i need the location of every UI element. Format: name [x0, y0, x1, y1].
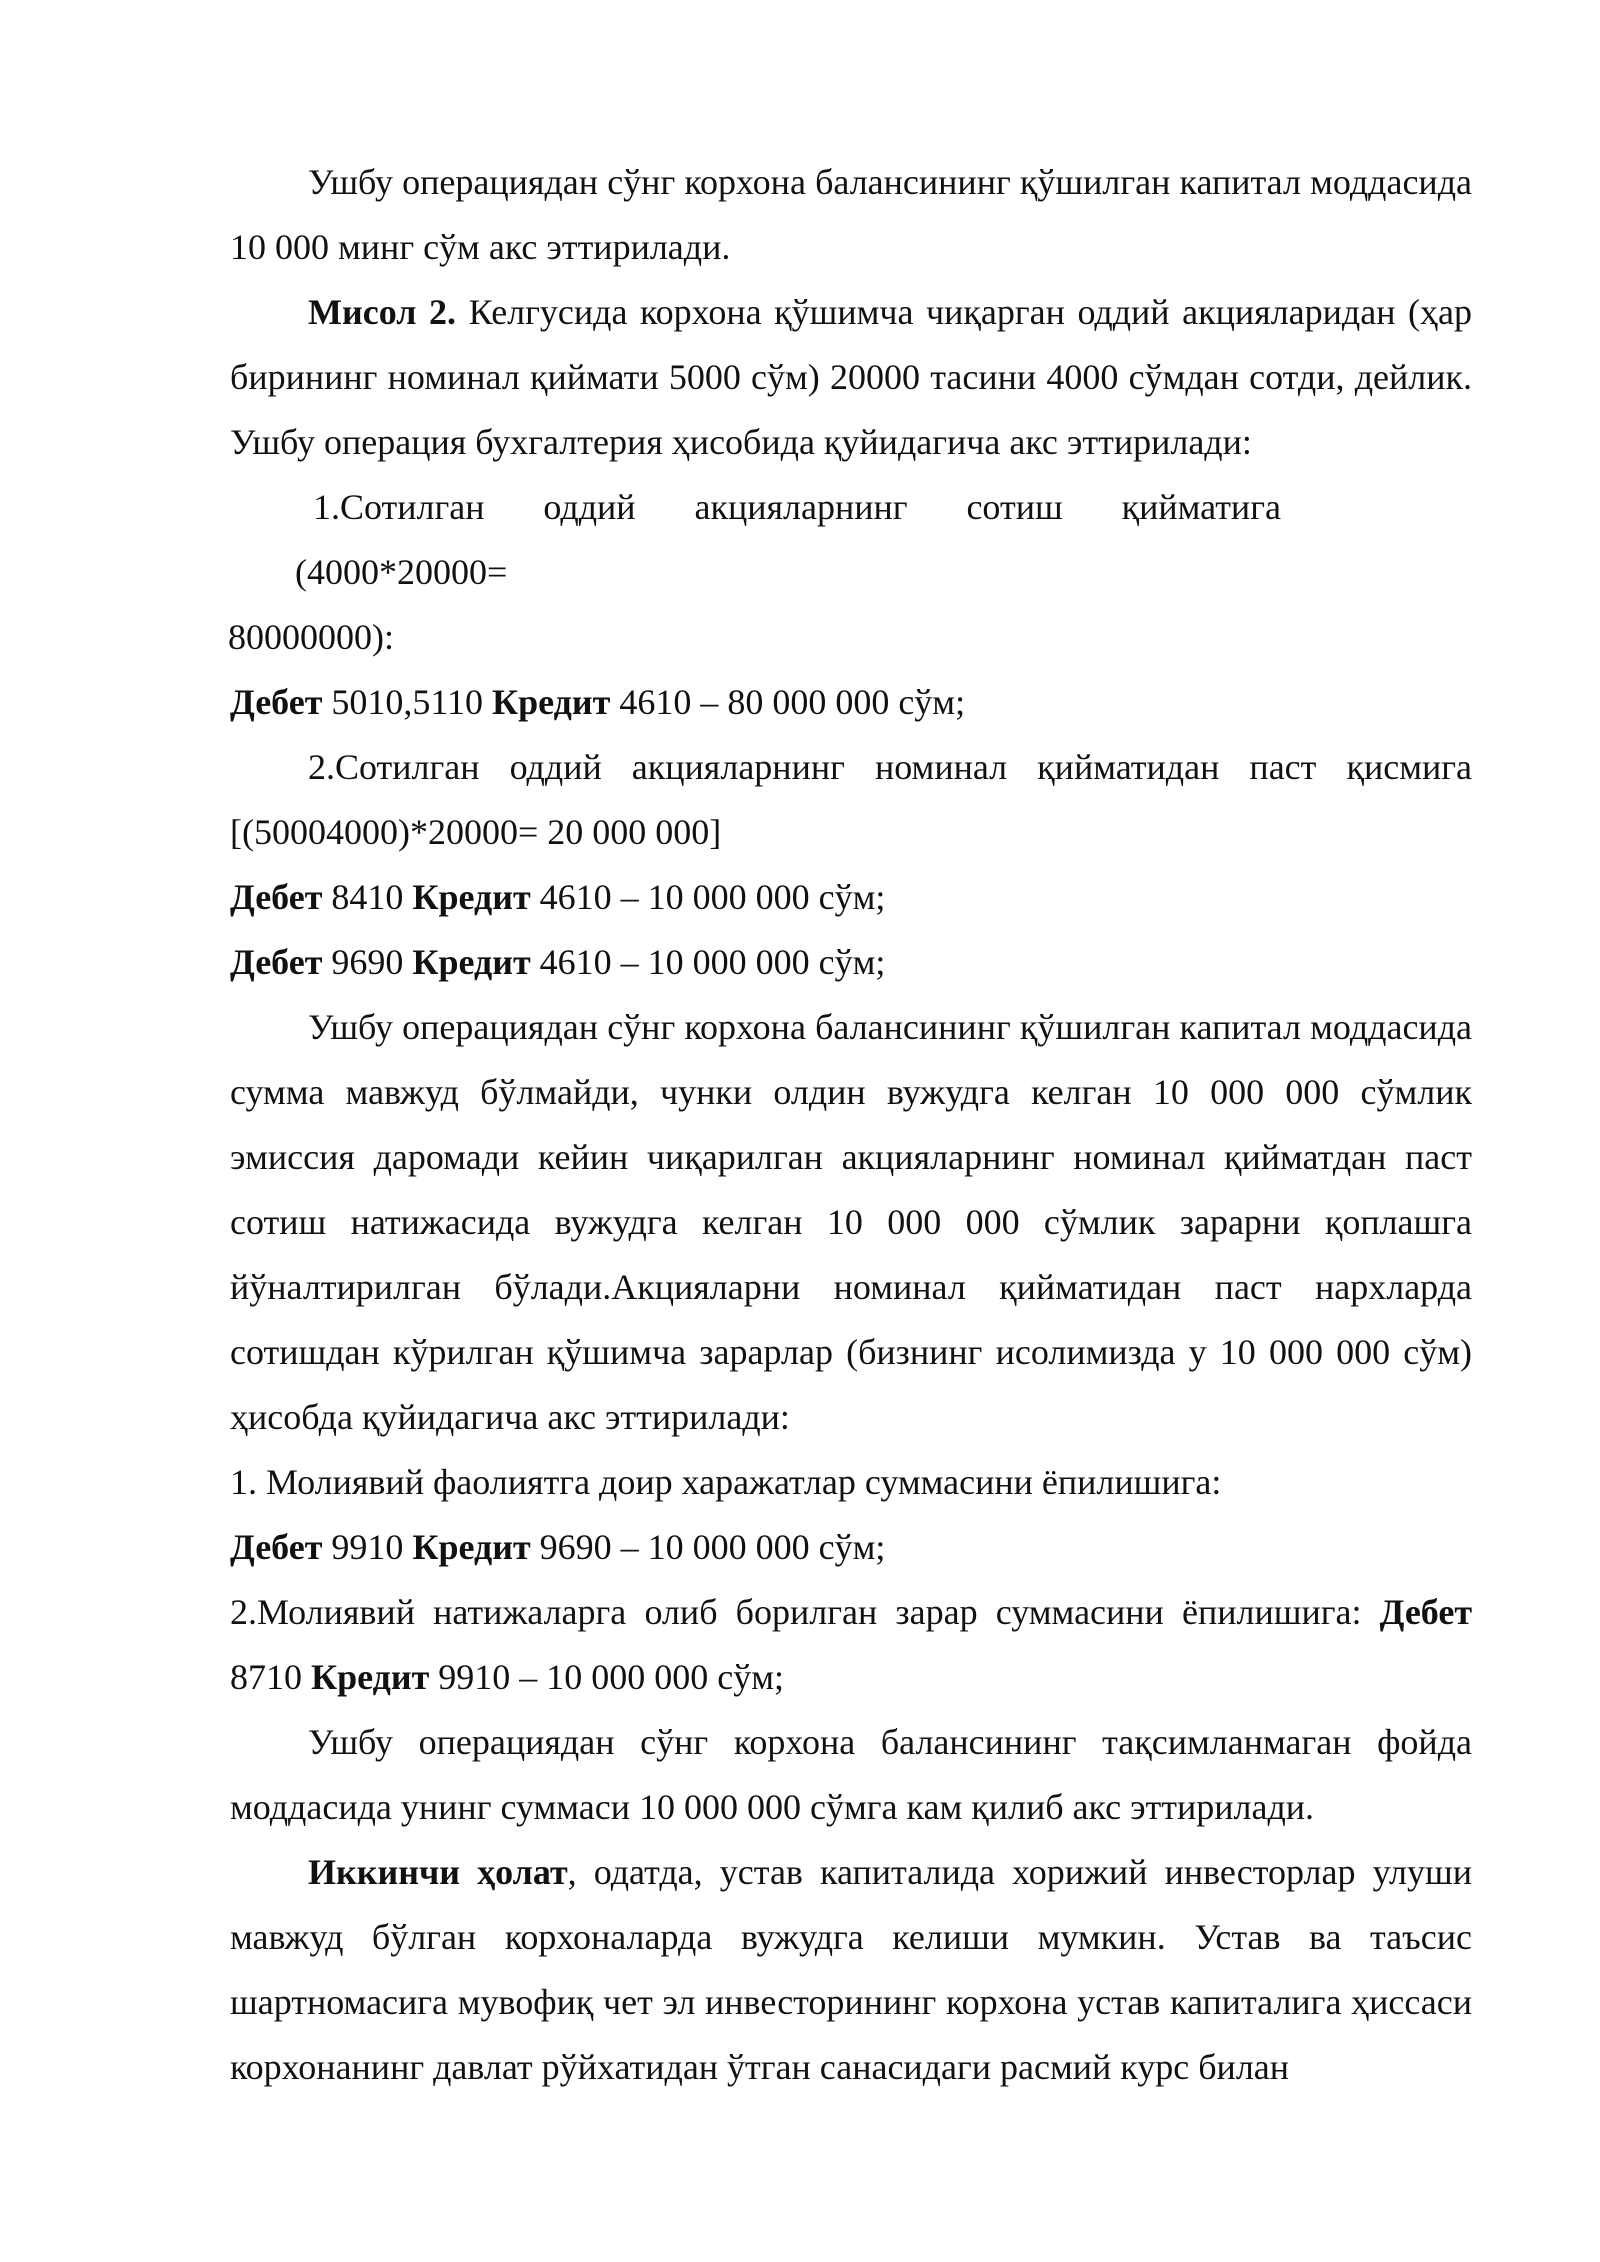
entry-1	[230, 670, 1472, 735]
item-1-word: оддий	[543, 487, 636, 527]
debit-account: 8410	[322, 877, 413, 917]
item-4-text: 2.Молиявий натижаларга олиб борилган зарар суммасини ёпилишига:	[230, 1592, 1380, 1632]
debit-account: 5010,5110	[322, 682, 493, 722]
credit-account: 4610 – 80 000 000 сўм;	[610, 682, 966, 722]
paragraph-1: Ушбу операциядан сўнг корхона балансининг қўшилган капитал моддасида 10 000 минг сўм акс эттирилади.	[230, 162, 1472, 267]
credit-account: 9910 – 10 000 000 сўм;	[429, 1657, 785, 1697]
item-2: 2.Сотилган оддий акцияларнинг номинал қийматидан паст қисмига [(50004000)*20000= 20 000 000]	[230, 747, 1472, 852]
item-1-word: акцияларнинг	[694, 487, 908, 527]
item-1-result: 80000000):	[228, 617, 394, 657]
credit-label: Кредит	[492, 682, 611, 722]
case-heading: Иккинчи ҳолат	[308, 1852, 568, 1892]
debit-label: Дебет	[230, 682, 323, 722]
paragraph-5	[230, 1840, 1472, 2100]
paragraph-3: Ушбу операциядан сўнг корхона балансининг қўшилган капитал моддасида сумма мавжуд бўлмайди, чунки олдин вужудга келган 10 000 000 сўмлик эмиссия даромади кейин чиқарилган акцияларнинг номинал қийматдан паст сотиш натижасида вужудга келган 10 000 000 сўмлик зарарни қоплашга йўналтирилган бўлади.Акцияларни номинал қийматидан паст нархларда сотишдан кўрилган қўшимча зарарлар (бизнинг исолимизда у 10 000 000 сўм) ҳисобда қуйидагича акс эттирилади:	[230, 1007, 1472, 1437]
debit-label: Дебет	[230, 877, 323, 917]
credit-label: Кредит	[412, 877, 531, 917]
example-text: Келгусида корхона қўшимча чиқарган оддий акцияларидан (ҳар бирининг номинал қиймати 5000 сўм) 20000 тасини 4000 сўмдан сотди, дейлик. Ушбу операция бухгалтерия ҳисобида қуйидагича акс эттирилади:	[230, 292, 1473, 462]
credit-account: 9690 – 10 000 000 сўм;	[530, 1527, 886, 1567]
paragraph-example-2	[230, 280, 1472, 475]
debit-account: 9690	[322, 942, 413, 982]
case-text: , одатда, устав капиталида хорижий инвесторлар улуши мавжуд бўлган корхоналарда вужудга келиши мумкин. Устав ва таъсис шартномасига мувофиқ чет эл инвесторининг корхона устав капиталига ҳиссаси корхонанинг давлат рўйхатидан ўтган санасидаги расмий курс билан	[230, 1852, 1473, 2087]
debit-account: 8710	[230, 1657, 311, 1697]
item-1-word: сотиш	[966, 487, 1063, 527]
debit-label: Дебет	[1379, 1592, 1472, 1632]
entry-3	[230, 930, 1472, 995]
credit-account: 4610 – 10 000 000 сўм;	[530, 877, 886, 917]
item-1-line	[313, 475, 1281, 540]
credit-label: Кредит	[311, 1657, 430, 1697]
item-4	[230, 1580, 1472, 1710]
item-1-word: 1.Сотилган	[313, 487, 485, 527]
credit-account: 4610 – 10 000 000 сўм;	[530, 942, 886, 982]
item-3: 1. Молиявий фаолиятга доир харажатлар суммасини ёпилишига:	[230, 1462, 1222, 1502]
credit-label: Кредит	[412, 942, 531, 982]
item-1-formula: (4000*20000=	[295, 552, 508, 592]
example-heading: Мисол 2.	[308, 292, 456, 332]
debit-account: 9910	[322, 1527, 413, 1567]
item-1-word: қийматига	[1121, 487, 1281, 527]
debit-label: Дебет	[230, 942, 323, 982]
paragraph-4: Ушбу операциядан сўнг корхона балансининг тақсимланмаган фойда моддасида унинг суммаси 10 000 000 сўмга кам қилиб акс эттирилади.	[230, 1722, 1472, 1827]
debit-label: Дебет	[230, 1527, 323, 1567]
credit-label: Кредит	[412, 1527, 531, 1567]
entry-4	[230, 1515, 1472, 1580]
entry-2	[230, 865, 1472, 930]
